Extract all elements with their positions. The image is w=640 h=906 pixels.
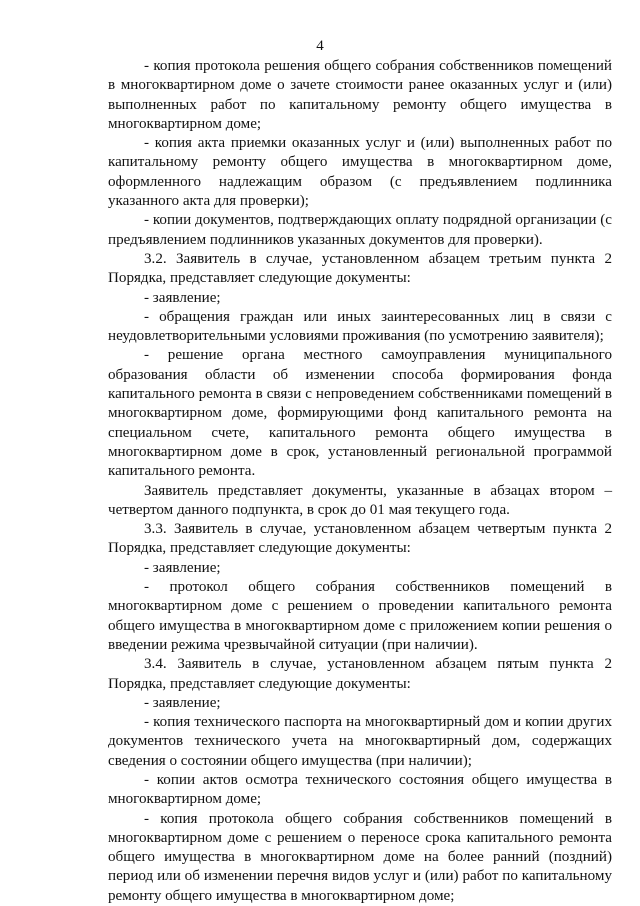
paragraph-application: - заявление; xyxy=(144,694,221,711)
paragraph-section-3-3: 3.3. Заявитель в случае, установленном абзацем четвертым пункта 2 Порядка, представляет следующие документы: xyxy=(108,521,612,557)
paragraph-postponement-protocol: - копия протокола общего собрания собственников помещений в многоквартирном доме с решением о переносе срока капитального ремонта общего имущества в многоквартирном доме на более ранний (поздний) период или об изменении перечня видов услуг и (или) работ по капитальному ремонту общего имущества в многоквартирном доме; xyxy=(108,810,612,904)
paragraph-application: - заявление; xyxy=(144,289,221,306)
paragraph-meeting-protocol: - протокол общего собрания собственников помещений в многоквартирном доме с решением о проведении капитального ремонта общего имущества в многоквартирном доме с приложением копии решения о введении режима чрезвычайной ситуации (при наличии). xyxy=(108,579,612,653)
paragraph-deadline: Заявитель представляет документы, указанные в абзацах втором – четвертом данного подпункта, в срок до 01 мая текущего года. xyxy=(108,482,612,518)
paragraph-technical-passport: - копия технического паспорта на многоквартирный дом и копии других документов технического учета на многоквартирный дом, содержащих сведения о состоянии общего имущества (при наличии); xyxy=(108,714,612,769)
paragraph-citizen-appeals: - обращения граждан или иных заинтересованных лиц в связи с неудовлетворительными условиями проживания (по усмотрению заявителя); xyxy=(108,308,612,345)
paragraph-application: - заявление; xyxy=(144,559,221,576)
paragraph-inspection-acts: - копии актов осмотра технического состояния общего имущества в многоквартирном доме; xyxy=(108,771,612,808)
paragraph-payment-docs: - копии документов, подтверждающих оплату подрядной организации (с предъявлением подлинников указанных документов для проверки). xyxy=(108,212,612,248)
paragraph-municipal-decision: - решение органа местного самоуправления муниципального образования области об изменении способа формирования фонда капитального ремонта в связи с непроведением собственниками помещений в многоквартирном доме, формирующими фонд капитального ремонта на специальном счете, капитального ремонта общего имущества в многоквартирном доме в срок, установленный региональной программой капитального ремонта. xyxy=(108,347,612,480)
paragraph-acceptance-act: - копия акта приемки оказанных услуг и (или) выполненных работ по капитальному ремонту общего имущества в многоквартирном доме, оформленного надлежащим образом (с предъявлением подлинника указанного акта для проверки); xyxy=(108,135,612,210)
document-body xyxy=(108,57,612,906)
paragraph-protocol-offset: - копия протокола решения общего собрания собственников помещений в многоквартирном доме о зачете стоимости ранее оказанных услуг и (или) выполненных работ по капитальному ремонту общего имущества в многоквартирном доме; xyxy=(108,58,612,132)
page-number: 4 xyxy=(316,38,324,54)
paragraph-section-3-2: 3.2. Заявитель в случае, установленном абзацем третьим пункта 2 Порядка, представляет следующие документы: xyxy=(108,250,612,287)
paragraph-section-3-4: 3.4. Заявитель в случае, установленном абзацем пятым пункта 2 Порядка, представляет следующие документы: xyxy=(108,656,612,692)
